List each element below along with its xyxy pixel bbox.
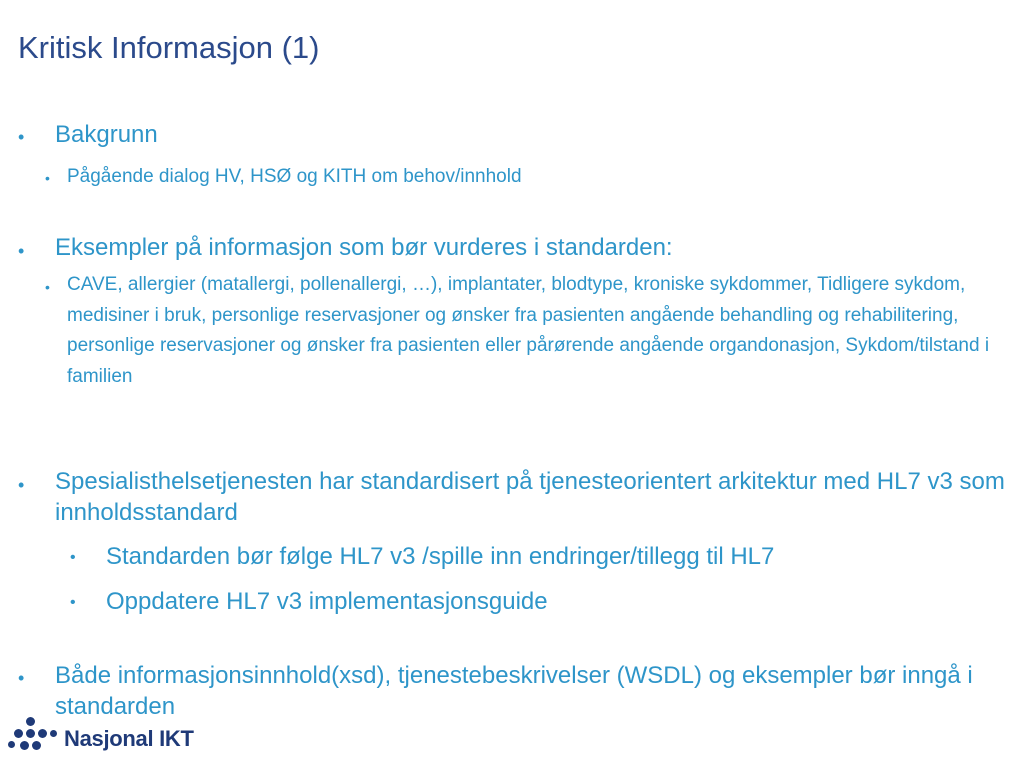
page-title: Kritisk Informasjon (1) [18,30,320,65]
sub-bullet-icon: • [70,594,76,611]
sub-bullet-dialog: Pågående dialog HV, HSØ og KITH om behov/innhold [67,166,522,187]
sub-bullet-icon: • [45,170,50,186]
dots-logo-icon [8,717,60,759]
bullet-examples: Eksempler på informasjon som bør vurderes i standarden: [55,234,673,261]
bullet-icon: • [18,241,25,261]
sub-bullet-hl7-guide: Oppdatere HL7 v3 implementasjonsguide [106,588,548,615]
nasjonal-ikt-logo [8,717,194,759]
sub-bullet-icon: • [70,549,76,566]
sub-bullet-hl7-follow: Standarden bør følge HL7 v3 /spille inn endringer/tillegg til HL7 [106,543,775,570]
logo-text: Nasjonal IKT [64,726,194,751]
sub-bullet-icon: • [45,279,50,295]
bullet-icon: • [18,475,25,495]
bullet-background: Bakgrunn [55,121,158,148]
sub-bullet-cave-list: CAVE, allergier (matallergi, pollenallergi, …), implantater, blodtype, kroniske sykdommer, Tidligere sykdom, medisiner i bruk, personlige reservasjoner og ønsker fra pasienten angående behandling og rehabilitering, personlige reservasjoner og ønsker fra pasienten eller pårørende angående organdonasjon, Sykdom/tilstand i familien [67,274,990,387]
bullet-icon: • [18,668,25,688]
bullet-specialist-health: Spesialisthelsetjenesten har standardisert på tjenesteorientert arkitektur med HL7 v3 som innholdsstandard [55,468,1005,526]
bullet-standard-content: Både informasjonsinnhold(xsd), tjenestebeskrivelser (WSDL) og eksempler bør inngå i standarden [55,662,973,720]
bullet-icon: • [18,127,25,147]
